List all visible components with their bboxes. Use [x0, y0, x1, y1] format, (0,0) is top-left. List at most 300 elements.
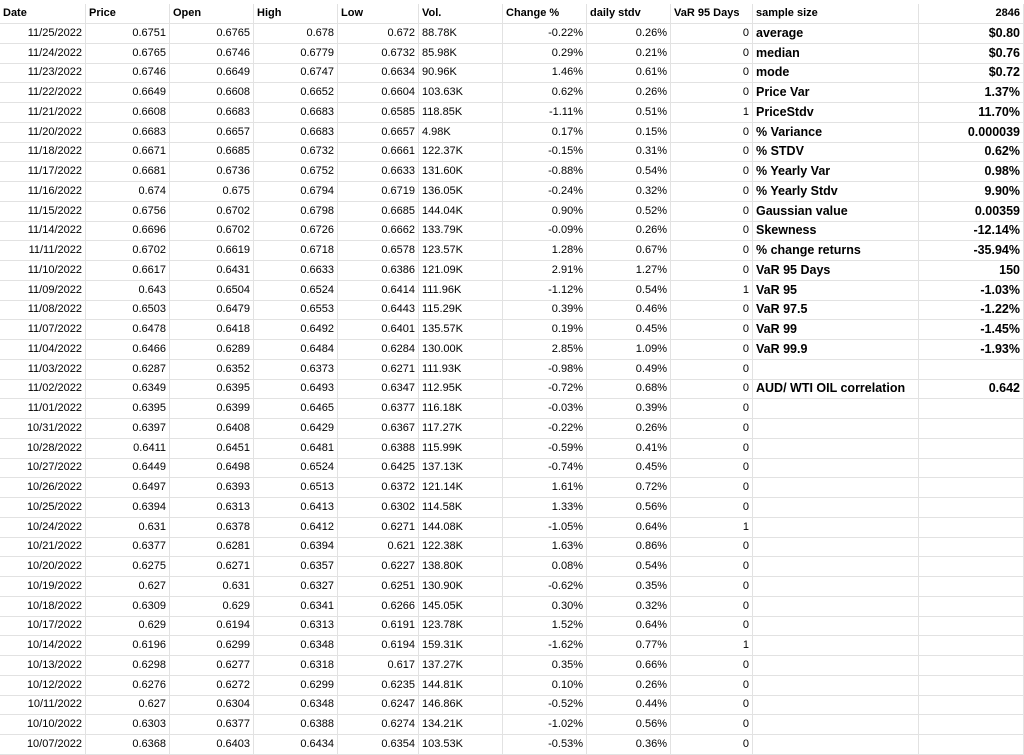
table-cell[interactable]: 0 [671, 399, 753, 419]
table-cell[interactable]: 0.6683 [170, 103, 254, 123]
table-cell[interactable]: 0.32% [587, 597, 671, 617]
table-cell[interactable]: 0.674 [86, 182, 170, 202]
table-cell[interactable]: 0.6281 [170, 537, 254, 557]
table-cell[interactable]: 0 [671, 597, 753, 617]
table-cell[interactable]: 11/18/2022 [0, 142, 86, 162]
stat-value[interactable] [919, 676, 1024, 696]
table-cell[interactable]: 144.04K [419, 202, 503, 222]
table-cell[interactable]: 0.6718 [254, 241, 338, 261]
table-cell[interactable]: 0 [671, 360, 753, 380]
table-cell[interactable]: 0.39% [503, 300, 587, 320]
table-cell[interactable]: -1.62% [503, 636, 587, 656]
table-cell[interactable]: 0.6702 [170, 221, 254, 241]
table-cell[interactable]: 137.13K [419, 458, 503, 478]
stat-label[interactable]: % change returns [753, 241, 919, 261]
table-cell[interactable]: 11/02/2022 [0, 379, 86, 399]
table-cell[interactable]: 0.6765 [170, 24, 254, 44]
table-cell[interactable]: 0.6681 [86, 162, 170, 182]
stat-value[interactable]: 0.62% [919, 142, 1024, 162]
table-cell[interactable]: -0.62% [503, 577, 587, 597]
table-cell[interactable]: 0.29% [503, 44, 587, 64]
stat-label[interactable] [753, 616, 919, 636]
table-cell[interactable]: 0.77% [587, 636, 671, 656]
table-cell[interactable]: 0.6354 [338, 735, 419, 755]
table-cell[interactable]: 11/21/2022 [0, 103, 86, 123]
table-cell[interactable]: 131.60K [419, 162, 503, 182]
table-cell[interactable]: 0 [671, 537, 753, 557]
table-cell[interactable]: 0.6449 [86, 458, 170, 478]
table-cell[interactable]: 0.6348 [254, 695, 338, 715]
table-cell[interactable]: 0.6251 [338, 577, 419, 597]
table-cell[interactable]: 0.6481 [254, 439, 338, 459]
table-cell[interactable]: 0.49% [587, 360, 671, 380]
table-cell[interactable]: 11/15/2022 [0, 202, 86, 222]
table-cell[interactable]: -0.59% [503, 439, 587, 459]
table-cell[interactable]: 11/24/2022 [0, 44, 86, 64]
table-cell[interactable]: 0 [671, 557, 753, 577]
table-cell[interactable]: 0.6304 [170, 695, 254, 715]
stat-value[interactable]: $0.76 [919, 44, 1024, 64]
table-cell[interactable]: 0.6493 [254, 379, 338, 399]
table-cell[interactable]: 0.6274 [338, 715, 419, 735]
table-cell[interactable]: 10/13/2022 [0, 656, 86, 676]
table-cell[interactable]: 0.6513 [254, 478, 338, 498]
table-cell[interactable]: 0.61% [587, 63, 671, 83]
table-cell[interactable]: 0.6348 [254, 636, 338, 656]
table-cell[interactable]: 0.6765 [86, 44, 170, 64]
table-cell[interactable]: 0.6271 [170, 557, 254, 577]
table-cell[interactable]: 0.21% [587, 44, 671, 64]
table-cell[interactable]: 0.6649 [170, 63, 254, 83]
table-cell[interactable]: 103.63K [419, 83, 503, 103]
table-cell[interactable]: 0.6685 [170, 142, 254, 162]
table-cell[interactable]: 0.627 [86, 577, 170, 597]
table-cell[interactable]: 0.643 [86, 281, 170, 301]
table-cell[interactable]: 1 [671, 636, 753, 656]
table-cell[interactable]: 10/21/2022 [0, 537, 86, 557]
table-cell[interactable]: 2.85% [503, 340, 587, 360]
stat-label[interactable]: Price Var [753, 83, 919, 103]
table-cell[interactable]: 0.6466 [86, 340, 170, 360]
table-cell[interactable]: 0.6275 [86, 557, 170, 577]
table-cell[interactable]: 1.61% [503, 478, 587, 498]
table-cell[interactable]: 0 [671, 439, 753, 459]
table-cell[interactable]: 0.66% [587, 656, 671, 676]
table-cell[interactable]: 0.6798 [254, 202, 338, 222]
table-cell[interactable]: 0.6431 [170, 261, 254, 281]
table-cell[interactable]: 0.6443 [338, 300, 419, 320]
table-cell[interactable]: 121.09K [419, 261, 503, 281]
table-cell[interactable]: 1.52% [503, 616, 587, 636]
table-cell[interactable]: 123.78K [419, 616, 503, 636]
table-cell[interactable]: 0.6388 [254, 715, 338, 735]
table-cell[interactable]: 0.6341 [254, 597, 338, 617]
stat-label[interactable]: mode [753, 63, 919, 83]
table-cell[interactable]: 0.6683 [254, 123, 338, 143]
table-cell[interactable]: 0.45% [587, 320, 671, 340]
column-header[interactable]: Change % [503, 4, 587, 24]
stat-label[interactable] [753, 419, 919, 439]
stat-value[interactable] [919, 458, 1024, 478]
stat-value[interactable]: 0.642 [919, 379, 1024, 399]
table-cell[interactable]: -1.05% [503, 518, 587, 538]
table-cell[interactable]: 0.6479 [170, 300, 254, 320]
table-cell[interactable]: 1.63% [503, 537, 587, 557]
table-cell[interactable]: 0 [671, 656, 753, 676]
stat-label[interactable]: Gaussian value [753, 202, 919, 222]
stat-value[interactable]: -1.45% [919, 320, 1024, 340]
table-cell[interactable]: 0.6352 [170, 360, 254, 380]
table-cell[interactable]: 0.6377 [338, 399, 419, 419]
table-cell[interactable]: 10/25/2022 [0, 498, 86, 518]
stat-value[interactable]: 1.37% [919, 83, 1024, 103]
table-cell[interactable]: 0.675 [170, 182, 254, 202]
stat-value[interactable]: 150 [919, 261, 1024, 281]
table-cell[interactable]: 0.6411 [86, 439, 170, 459]
table-cell[interactable]: 0.629 [86, 616, 170, 636]
table-cell[interactable]: 0 [671, 478, 753, 498]
stat-value[interactable] [919, 439, 1024, 459]
table-cell[interactable]: 115.99K [419, 439, 503, 459]
stat-value[interactable] [919, 498, 1024, 518]
table-cell[interactable]: 0.6388 [338, 439, 419, 459]
stat-label[interactable] [753, 676, 919, 696]
table-cell[interactable]: 90.96K [419, 63, 503, 83]
table-cell[interactable]: 0.6194 [170, 616, 254, 636]
table-cell[interactable]: 11/20/2022 [0, 123, 86, 143]
stat-label[interactable] [753, 557, 919, 577]
table-cell[interactable]: 0.67% [587, 241, 671, 261]
table-cell[interactable]: 0.6662 [338, 221, 419, 241]
table-cell[interactable]: 0.32% [587, 182, 671, 202]
column-header[interactable]: High [254, 4, 338, 24]
stat-value[interactable] [919, 715, 1024, 735]
table-cell[interactable]: 0.6227 [338, 557, 419, 577]
table-cell[interactable]: 0 [671, 44, 753, 64]
table-cell[interactable]: 0.6393 [170, 478, 254, 498]
table-cell[interactable]: 130.90K [419, 577, 503, 597]
table-cell[interactable]: 0.86% [587, 537, 671, 557]
table-cell[interactable]: 0 [671, 715, 753, 735]
table-cell[interactable]: 0.6425 [338, 458, 419, 478]
table-cell[interactable]: 0.6478 [86, 320, 170, 340]
table-cell[interactable]: 0 [671, 123, 753, 143]
table-cell[interactable]: 0.6394 [254, 537, 338, 557]
stat-label[interactable]: PriceStdv [753, 103, 919, 123]
table-cell[interactable]: 0 [671, 695, 753, 715]
table-cell[interactable]: 134.21K [419, 715, 503, 735]
table-cell[interactable]: 11/17/2022 [0, 162, 86, 182]
table-cell[interactable]: 0.64% [587, 616, 671, 636]
stat-label[interactable]: Skewness [753, 221, 919, 241]
stat-label[interactable]: sample size [753, 4, 919, 24]
table-cell[interactable]: -0.88% [503, 162, 587, 182]
table-cell[interactable]: 0.6465 [254, 399, 338, 419]
stat-value[interactable]: -1.93% [919, 340, 1024, 360]
table-cell[interactable]: 0.6284 [338, 340, 419, 360]
table-cell[interactable]: 11/03/2022 [0, 360, 86, 380]
table-cell[interactable]: 0.51% [587, 103, 671, 123]
table-cell[interactable]: 0.6751 [86, 24, 170, 44]
stat-value[interactable]: 11.70% [919, 103, 1024, 123]
table-cell[interactable]: 0.6399 [170, 399, 254, 419]
table-cell[interactable]: 0.35% [503, 656, 587, 676]
table-cell[interactable]: 0.46% [587, 300, 671, 320]
table-cell[interactable]: 0.6779 [254, 44, 338, 64]
table-cell[interactable]: 159.31K [419, 636, 503, 656]
table-cell[interactable]: 10/26/2022 [0, 478, 86, 498]
stat-label[interactable] [753, 597, 919, 617]
table-cell[interactable]: 0.52% [587, 202, 671, 222]
table-cell[interactable]: 0.54% [587, 162, 671, 182]
table-cell[interactable]: 0.15% [587, 123, 671, 143]
table-cell[interactable]: 0.621 [338, 537, 419, 557]
table-cell[interactable]: -1.12% [503, 281, 587, 301]
table-cell[interactable]: 11/25/2022 [0, 24, 86, 44]
table-cell[interactable]: 0.6696 [86, 221, 170, 241]
stat-label[interactable] [753, 399, 919, 419]
table-cell[interactable]: -0.98% [503, 360, 587, 380]
stat-value[interactable]: 0.000039 [919, 123, 1024, 143]
stat-value[interactable] [919, 557, 1024, 577]
table-cell[interactable]: 11/09/2022 [0, 281, 86, 301]
stat-label[interactable]: % STDV [753, 142, 919, 162]
stat-value[interactable]: 0.00359 [919, 202, 1024, 222]
table-cell[interactable]: 0 [671, 162, 753, 182]
table-cell[interactable]: 0.6298 [86, 656, 170, 676]
table-cell[interactable]: 111.93K [419, 360, 503, 380]
table-cell[interactable]: 0.6633 [254, 261, 338, 281]
table-cell[interactable]: 0.6732 [338, 44, 419, 64]
table-cell[interactable]: 0 [671, 676, 753, 696]
table-cell[interactable]: 0 [671, 577, 753, 597]
table-cell[interactable]: 0.6287 [86, 360, 170, 380]
table-cell[interactable]: 85.98K [419, 44, 503, 64]
table-cell[interactable]: 10/24/2022 [0, 518, 86, 538]
table-cell[interactable]: 112.95K [419, 379, 503, 399]
table-cell[interactable]: 0.6194 [338, 636, 419, 656]
table-cell[interactable]: 0.6497 [86, 478, 170, 498]
table-cell[interactable]: 0.39% [587, 399, 671, 419]
table-cell[interactable]: 0.6266 [338, 597, 419, 617]
column-header[interactable]: Open [170, 4, 254, 24]
table-cell[interactable]: 0.6752 [254, 162, 338, 182]
stat-label[interactable]: VaR 95 Days [753, 261, 919, 281]
table-cell[interactable]: 0.6702 [86, 241, 170, 261]
table-cell[interactable]: 121.14K [419, 478, 503, 498]
table-cell[interactable]: 145.05K [419, 597, 503, 617]
table-cell[interactable]: 10/07/2022 [0, 735, 86, 755]
table-cell[interactable]: 0.64% [587, 518, 671, 538]
table-cell[interactable]: 0.6608 [170, 83, 254, 103]
table-cell[interactable]: 11/04/2022 [0, 340, 86, 360]
stat-value[interactable]: -12.14% [919, 221, 1024, 241]
stat-value[interactable]: -35.94% [919, 241, 1024, 261]
stat-label[interactable] [753, 360, 919, 380]
table-cell[interactable]: 0.6196 [86, 636, 170, 656]
stat-label[interactable]: VaR 97.5 [753, 300, 919, 320]
stat-label[interactable] [753, 656, 919, 676]
table-cell[interactable]: -0.15% [503, 142, 587, 162]
table-cell[interactable]: 0.6277 [170, 656, 254, 676]
table-cell[interactable]: 0.6619 [170, 241, 254, 261]
table-cell[interactable]: 0.6235 [338, 676, 419, 696]
table-cell[interactable]: 0.56% [587, 498, 671, 518]
table-cell[interactable]: 0.6553 [254, 300, 338, 320]
table-cell[interactable]: 0.6401 [338, 320, 419, 340]
table-cell[interactable]: 0.6756 [86, 202, 170, 222]
stat-label[interactable]: VaR 99 [753, 320, 919, 340]
stat-label[interactable]: median [753, 44, 919, 64]
table-cell[interactable]: 0.19% [503, 320, 587, 340]
table-cell[interactable]: 0.6397 [86, 419, 170, 439]
table-cell[interactable]: 1.09% [587, 340, 671, 360]
table-cell[interactable]: 0 [671, 616, 753, 636]
stat-label[interactable] [753, 478, 919, 498]
table-cell[interactable]: 0 [671, 379, 753, 399]
stat-value[interactable]: -1.22% [919, 300, 1024, 320]
table-cell[interactable]: 0.6276 [86, 676, 170, 696]
table-cell[interactable]: 11/08/2022 [0, 300, 86, 320]
table-cell[interactable]: -0.22% [503, 419, 587, 439]
table-cell[interactable]: -0.52% [503, 695, 587, 715]
table-cell[interactable]: 0.6357 [254, 557, 338, 577]
table-cell[interactable]: 0.6736 [170, 162, 254, 182]
stat-value[interactable]: $0.72 [919, 63, 1024, 83]
table-cell[interactable]: 0 [671, 221, 753, 241]
table-cell[interactable]: 138.80K [419, 557, 503, 577]
stat-label[interactable] [753, 518, 919, 538]
table-cell[interactable]: 0.10% [503, 676, 587, 696]
table-cell[interactable]: 0.6412 [254, 518, 338, 538]
table-cell[interactable]: 0.6313 [254, 616, 338, 636]
table-cell[interactable]: 0.6498 [170, 458, 254, 478]
stat-label[interactable]: average [753, 24, 919, 44]
table-cell[interactable]: 0.44% [587, 695, 671, 715]
table-cell[interactable]: 0 [671, 419, 753, 439]
table-cell[interactable]: 0.6386 [338, 261, 419, 281]
table-cell[interactable]: 137.27K [419, 656, 503, 676]
table-cell[interactable]: -0.24% [503, 182, 587, 202]
stat-label[interactable] [753, 636, 919, 656]
table-cell[interactable]: 0.30% [503, 597, 587, 617]
table-cell[interactable]: 0.6685 [338, 202, 419, 222]
table-cell[interactable]: 0 [671, 63, 753, 83]
table-cell[interactable]: 0.6367 [338, 419, 419, 439]
table-cell[interactable]: 0.6394 [86, 498, 170, 518]
stat-label[interactable]: % Variance [753, 123, 919, 143]
table-cell[interactable]: -0.03% [503, 399, 587, 419]
table-cell[interactable]: 11/11/2022 [0, 241, 86, 261]
stat-label[interactable] [753, 439, 919, 459]
table-cell[interactable]: 1.27% [587, 261, 671, 281]
table-cell[interactable]: 0.6299 [254, 676, 338, 696]
table-cell[interactable]: 0.6368 [86, 735, 170, 755]
table-cell[interactable]: 1.28% [503, 241, 587, 261]
table-cell[interactable]: 0 [671, 498, 753, 518]
table-cell[interactable]: 0.6503 [86, 300, 170, 320]
table-cell[interactable]: 0.26% [587, 24, 671, 44]
table-cell[interactable]: 0.6671 [86, 142, 170, 162]
table-cell[interactable]: 135.57K [419, 320, 503, 340]
table-cell[interactable]: 11/10/2022 [0, 261, 86, 281]
table-cell[interactable]: 0 [671, 735, 753, 755]
table-cell[interactable]: 0.68% [587, 379, 671, 399]
stat-label[interactable]: AUD/ WTI OIL correlation [753, 379, 919, 399]
column-header[interactable]: Date [0, 4, 86, 24]
table-cell[interactable]: -1.02% [503, 715, 587, 735]
table-cell[interactable]: 0.6271 [338, 360, 419, 380]
table-cell[interactable]: 0.6585 [338, 103, 419, 123]
table-cell[interactable]: 0.6373 [254, 360, 338, 380]
table-cell[interactable]: 0 [671, 182, 753, 202]
table-cell[interactable]: 0.6309 [86, 597, 170, 617]
stat-label[interactable]: VaR 95 [753, 281, 919, 301]
table-cell[interactable]: 1 [671, 281, 753, 301]
table-cell[interactable]: 0 [671, 24, 753, 44]
stat-label[interactable]: VaR 99.9 [753, 340, 919, 360]
stat-label[interactable] [753, 577, 919, 597]
table-cell[interactable]: 0 [671, 458, 753, 478]
table-cell[interactable]: 0.631 [86, 518, 170, 538]
table-cell[interactable]: 0.54% [587, 557, 671, 577]
table-cell[interactable]: 11/16/2022 [0, 182, 86, 202]
table-cell[interactable]: 10/28/2022 [0, 439, 86, 459]
table-cell[interactable]: 0.6303 [86, 715, 170, 735]
stat-label[interactable]: % Yearly Var [753, 162, 919, 182]
column-header[interactable]: VaR 95 Days [671, 4, 753, 24]
table-cell[interactable]: 10/12/2022 [0, 676, 86, 696]
table-cell[interactable]: 4.98K [419, 123, 503, 143]
stat-value[interactable] [919, 518, 1024, 538]
table-cell[interactable]: 123.57K [419, 241, 503, 261]
table-cell[interactable]: 0.6289 [170, 340, 254, 360]
table-cell[interactable]: 0.6377 [86, 537, 170, 557]
column-header[interactable]: Price [86, 4, 170, 24]
table-cell[interactable]: 0.56% [587, 715, 671, 735]
table-cell[interactable]: 0 [671, 142, 753, 162]
table-cell[interactable]: 0.6349 [86, 379, 170, 399]
stat-value[interactable] [919, 399, 1024, 419]
table-cell[interactable]: 10/11/2022 [0, 695, 86, 715]
table-cell[interactable]: 0.6484 [254, 340, 338, 360]
table-cell[interactable]: -0.74% [503, 458, 587, 478]
table-cell[interactable]: 0.6313 [170, 498, 254, 518]
table-cell[interactable]: 0.6347 [338, 379, 419, 399]
table-cell[interactable]: 117.27K [419, 419, 503, 439]
table-cell[interactable]: 103.53K [419, 735, 503, 755]
table-cell[interactable]: -1.11% [503, 103, 587, 123]
table-cell[interactable]: 0.6434 [254, 735, 338, 755]
table-cell[interactable]: -0.53% [503, 735, 587, 755]
table-cell[interactable]: 0.08% [503, 557, 587, 577]
table-cell[interactable]: 10/19/2022 [0, 577, 86, 597]
table-cell[interactable]: 10/31/2022 [0, 419, 86, 439]
stat-value[interactable]: 9.90% [919, 182, 1024, 202]
table-cell[interactable]: 0.72% [587, 478, 671, 498]
table-cell[interactable]: 0.6302 [338, 498, 419, 518]
table-cell[interactable]: 0.54% [587, 281, 671, 301]
table-cell[interactable]: 0.6492 [254, 320, 338, 340]
table-cell[interactable]: 0.6299 [170, 636, 254, 656]
table-cell[interactable]: 0.6726 [254, 221, 338, 241]
table-cell[interactable]: 1.33% [503, 498, 587, 518]
table-cell[interactable]: 0.6271 [338, 518, 419, 538]
table-cell[interactable]: 136.05K [419, 182, 503, 202]
table-cell[interactable]: 0.6794 [254, 182, 338, 202]
table-cell[interactable]: 1 [671, 103, 753, 123]
table-cell[interactable]: 0.6395 [170, 379, 254, 399]
